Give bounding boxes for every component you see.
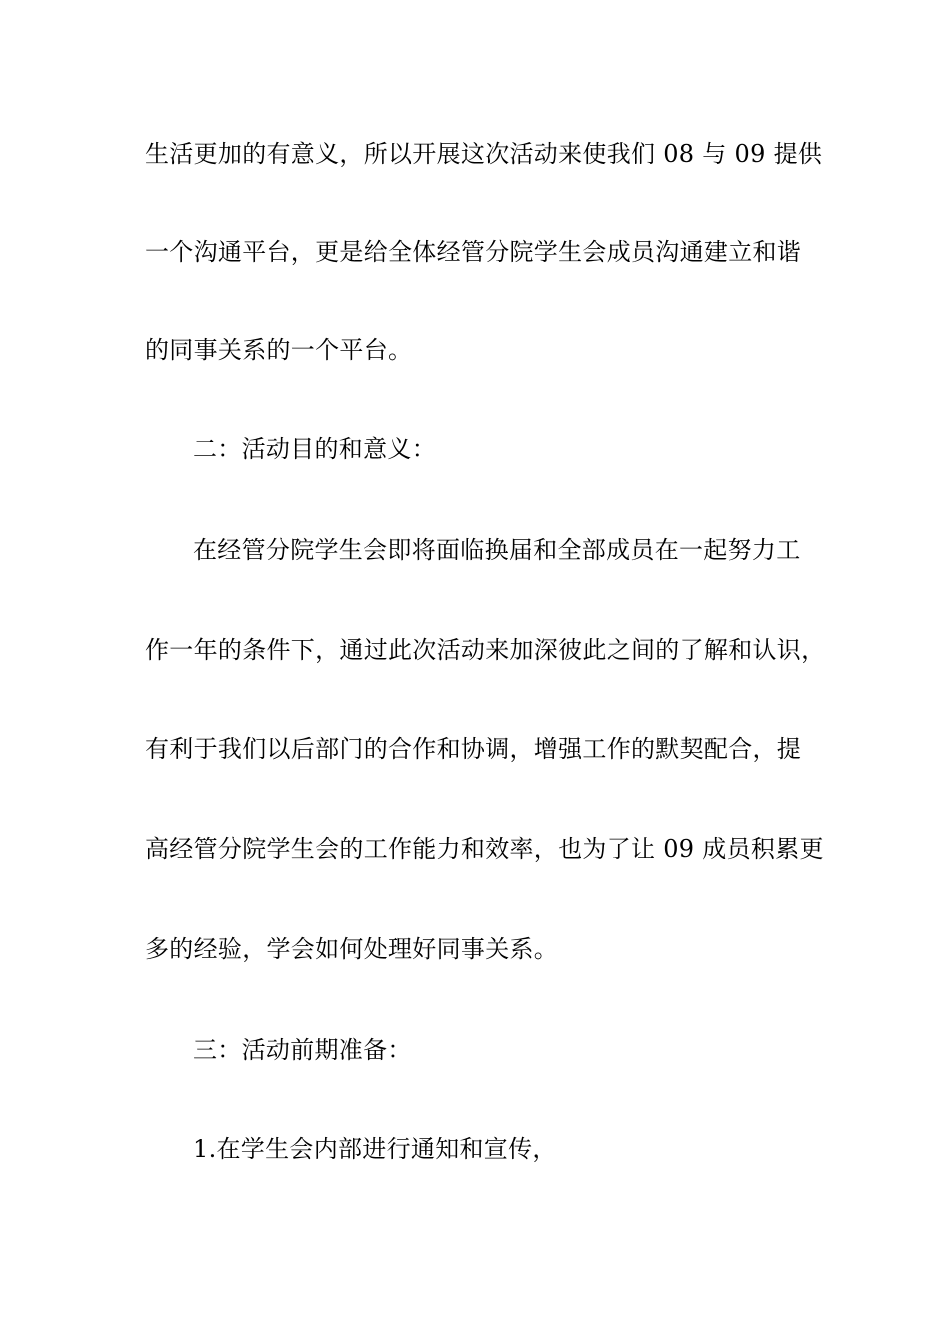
paragraph-line-3: 的同事关系的一个平台。	[145, 336, 413, 364]
paragraph-line-5: 作一年的条件下，通过此次活动来加深彼此之间的了解和认识，	[145, 636, 826, 664]
section-heading-2: 二：活动目的和意义：	[193, 435, 436, 463]
list-item-1: 1.在学生会内部进行通知和宣传，	[193, 1135, 557, 1163]
paragraph-line-7: 高经管分院学生会的工作能力和效率，也为了让 09 成员积累更	[145, 835, 824, 863]
section-heading-3: 三：活动前期准备：	[193, 1036, 412, 1064]
paragraph-line-1: 生活更加的有意义，所以开展这次活动来使我们 08 与 09 提供	[145, 140, 823, 168]
paragraph-line-6: 有利于我们以后部门的合作和协调，增强工作的默契配合，提	[145, 735, 802, 763]
paragraph-line-4: 在经管分院学生会即将面临换届和全部成员在一起努力工	[193, 536, 801, 564]
paragraph-line-2: 一个沟通平台，更是给全体经管分院学生会成员沟通建立和谐	[145, 238, 802, 266]
paragraph-line-8: 多的经验，学会如何处理好同事关系。	[145, 935, 559, 963]
